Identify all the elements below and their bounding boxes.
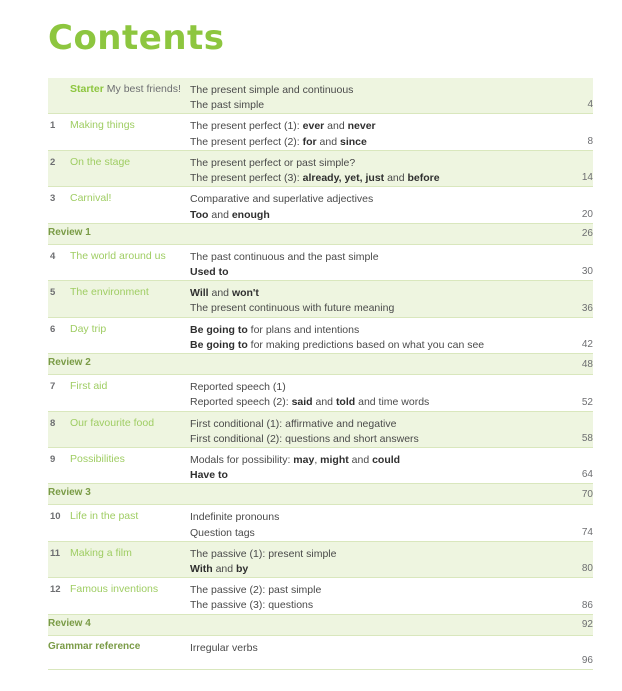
toc-grammar-line <box>190 250 545 265</box>
toc-row[interactable] <box>48 448 593 484</box>
grammar-text: and <box>208 287 232 300</box>
grammar-text: Reported speech (1) <box>190 381 286 394</box>
grammar-text: and <box>212 563 237 576</box>
toc-page-number: 42 <box>581 339 593 351</box>
toc-row[interactable] <box>48 187 593 223</box>
toc-grammar-points <box>190 615 553 635</box>
toc-page-number: 58 <box>581 432 593 444</box>
toc-unit-title: The environment <box>70 286 149 299</box>
toc-unit-number: 6 <box>50 323 56 335</box>
toc-grammar-line <box>190 135 545 150</box>
grammar-keyword: Be going to <box>190 338 248 351</box>
grammar-keyword: could <box>372 453 401 466</box>
toc-unit-title: On the stage <box>70 155 131 168</box>
grammar-text: The present continuous with future meaning <box>190 302 395 315</box>
grammar-text: First conditional (2): questions and short answers <box>190 432 419 445</box>
toc-grammar-points <box>190 245 553 280</box>
toc-row[interactable] <box>48 224 593 245</box>
grammar-keyword: enough <box>231 208 270 221</box>
grammar-text: Reported speech (2): <box>190 396 292 409</box>
grammar-text: The present perfect (1): <box>190 120 303 133</box>
toc-grammar-points <box>190 354 553 374</box>
grammar-text: First conditional (1): affirmative and negative <box>190 417 397 430</box>
toc-grammar-line <box>190 301 545 316</box>
toc-unit-title: Our favourite food <box>70 416 155 429</box>
toc-row[interactable] <box>48 354 593 375</box>
grammar-text: for plans and intentions <box>247 323 360 336</box>
toc-row[interactable] <box>48 245 593 281</box>
grammar-keyword: by <box>236 563 249 576</box>
grammar-text: The past simple <box>190 99 265 112</box>
grammar-text: , <box>314 453 321 466</box>
toc-unit-number: 2 <box>50 156 56 168</box>
toc-row[interactable] <box>48 636 593 670</box>
toc-grammar-points <box>190 78 553 113</box>
toc-grammar-points <box>190 187 553 222</box>
grammar-text: The present perfect (2): <box>190 135 303 148</box>
grammar-text: The passive (3): questions <box>190 599 314 612</box>
toc-grammar-line <box>190 286 545 301</box>
toc-page-number: 70 <box>581 488 593 500</box>
grammar-text: and time words <box>355 396 430 409</box>
grammar-text: The past continuous and the past simple <box>190 250 379 263</box>
grammar-keyword: said <box>291 396 313 409</box>
toc-row[interactable] <box>48 318 593 354</box>
grammar-text: Question tags <box>190 526 255 539</box>
toc-row[interactable] <box>48 375 593 411</box>
grammar-text: The present perfect or past simple? <box>190 156 356 169</box>
toc-row[interactable] <box>48 542 593 578</box>
grammar-text: and <box>316 135 340 148</box>
toc-page-number: 26 <box>581 228 593 240</box>
grammar-keyword: may <box>293 453 315 466</box>
toc-unit-number: 3 <box>50 193 56 205</box>
grammar-keyword: Too <box>190 208 209 221</box>
grammar-text: Irregular verbs <box>190 641 258 654</box>
starter-label: Starter <box>70 83 104 95</box>
toc-grammar-points <box>190 505 553 540</box>
toc-row[interactable] <box>48 484 593 505</box>
grammar-text: and <box>384 172 408 185</box>
toc-row[interactable] <box>48 412 593 448</box>
grammar-keyword: told <box>335 396 356 409</box>
toc-page-number: 4 <box>587 99 593 111</box>
toc-grammar-points <box>190 448 553 483</box>
toc-grammar-points <box>190 375 553 410</box>
toc-grammar-line <box>190 641 545 656</box>
toc-unit-number: 8 <box>50 417 56 429</box>
toc-unit-number: 4 <box>50 250 56 262</box>
toc-grammar-line <box>190 171 545 186</box>
toc-page-number: 48 <box>581 358 593 370</box>
toc-row[interactable] <box>48 615 593 636</box>
grammar-text: and <box>324 120 348 133</box>
toc-unit-title: Review 2 <box>48 357 91 369</box>
grammar-text: The passive (2): past simple <box>190 584 322 597</box>
toc-row[interactable] <box>48 114 593 150</box>
toc-grammar-line <box>190 598 545 613</box>
toc-grammar-points <box>190 578 553 613</box>
grammar-keyword: Be going to <box>190 323 248 336</box>
grammar-text: The present simple and continuous <box>190 84 354 96</box>
toc-grammar-line <box>190 432 545 447</box>
toc-grammar-line <box>190 395 545 410</box>
grammar-text: The present perfect (3): <box>190 172 303 185</box>
toc-page-number: 8 <box>587 135 593 147</box>
page-title: Contents <box>48 18 225 58</box>
grammar-keyword: Used to <box>190 265 229 278</box>
grammar-keyword: never <box>347 120 376 133</box>
toc-row[interactable] <box>48 151 593 187</box>
toc-grammar-points <box>190 636 553 669</box>
toc-grammar-line <box>190 526 545 541</box>
toc-unit-title: Review 3 <box>48 487 91 499</box>
grammar-keyword: Will <box>190 287 209 300</box>
toc-unit-title: Life in the past <box>70 510 139 523</box>
toc-grammar-line <box>190 468 545 483</box>
toc-grammar-line <box>190 119 545 134</box>
toc-grammar-points <box>190 281 553 316</box>
toc-unit-title: Day trip <box>70 322 107 335</box>
toc-grammar-line <box>190 83 545 98</box>
toc-grammar-line <box>190 562 545 577</box>
toc-grammar-line <box>190 453 545 468</box>
toc-unit-title: Possibilities <box>70 452 125 465</box>
toc-grammar-line <box>190 417 545 432</box>
toc-unit-title: The world around us <box>70 249 166 262</box>
toc-page-number: 36 <box>581 302 593 314</box>
grammar-keyword: With <box>190 563 213 576</box>
toc-grammar-line <box>190 323 545 338</box>
toc-grammar-line <box>190 510 545 525</box>
toc-unit-number: 7 <box>50 381 56 393</box>
toc-page-number: 80 <box>581 563 593 575</box>
grammar-text: Comparative and superlative adjectives <box>190 193 374 206</box>
toc-row[interactable] <box>48 578 593 614</box>
toc-grammar-points <box>190 114 553 149</box>
grammar-text: and <box>348 453 373 466</box>
toc-page-number: 14 <box>581 172 593 184</box>
grammar-text: Modals for possibility: <box>190 453 294 466</box>
toc-grammar-line <box>190 98 545 113</box>
toc-unit-number: 1 <box>50 120 56 132</box>
grammar-text: and <box>208 208 232 221</box>
toc-unit-number: 12 <box>50 584 61 596</box>
toc-grammar-points <box>190 412 553 447</box>
toc-grammar-line <box>190 380 545 395</box>
grammar-keyword: since <box>340 135 367 148</box>
toc-page-number: 96 <box>581 654 593 666</box>
grammar-text: The passive (1): present simple <box>190 547 337 560</box>
toc-unit-title: Grammar reference <box>48 640 141 652</box>
grammar-keyword: ever <box>302 120 325 133</box>
toc-unit-title: Famous inventions <box>70 583 159 596</box>
toc-unit-title: Review 4 <box>48 617 91 629</box>
toc-row[interactable] <box>48 505 593 541</box>
toc-page-number: 74 <box>581 526 593 538</box>
toc-page-number: 20 <box>581 208 593 220</box>
toc-unit-title: Carnival! <box>70 192 112 205</box>
toc-unit-number: 5 <box>50 287 56 299</box>
toc-unit-number: 10 <box>50 511 61 523</box>
toc-grammar-line <box>190 265 545 280</box>
toc-unit-title: Making a film <box>70 546 132 559</box>
toc-page-number: 52 <box>581 396 593 408</box>
toc-grammar-line <box>190 547 545 562</box>
grammar-keyword: already, yet, just <box>302 172 385 185</box>
toc-page-number: 64 <box>581 469 593 481</box>
toc-unit-number <box>48 78 70 113</box>
toc-grammar-points <box>190 484 553 504</box>
grammar-keyword: might <box>320 453 349 466</box>
grammar-keyword: for <box>302 135 317 148</box>
grammar-text: for making predictions based on what you can see <box>247 338 485 351</box>
toc-unit-title <box>70 78 190 113</box>
grammar-text: Indefinite pronouns <box>190 511 280 524</box>
toc-unit-title: Review 1 <box>48 226 91 238</box>
toc-unit-title: First aid <box>70 380 108 393</box>
toc-grammar-points <box>190 224 553 244</box>
toc-unit-title: Making things <box>70 119 135 132</box>
toc-grammar-points <box>190 318 553 353</box>
grammar-keyword: won't <box>231 287 259 300</box>
toc-grammar-line <box>190 192 545 207</box>
toc-page-number: 92 <box>581 619 593 631</box>
toc-unit-number: 11 <box>50 547 61 559</box>
toc-page-number: 30 <box>581 266 593 278</box>
toc-row[interactable] <box>48 281 593 317</box>
table-of-contents <box>48 78 593 670</box>
toc-grammar-line <box>190 338 545 353</box>
toc-grammar-line <box>190 583 545 598</box>
toc-row[interactable] <box>48 78 593 114</box>
grammar-text: and <box>312 396 336 409</box>
grammar-keyword: Have to <box>190 469 228 482</box>
toc-unit-number: 9 <box>50 453 56 465</box>
toc-grammar-line <box>190 208 545 223</box>
toc-page-number: 86 <box>581 599 593 611</box>
starter-unit-name: My best friends! <box>103 83 181 95</box>
grammar-keyword: before <box>407 172 440 185</box>
toc-grammar-points <box>190 151 553 186</box>
toc-grammar-line <box>190 156 545 171</box>
toc-grammar-points <box>190 542 553 577</box>
